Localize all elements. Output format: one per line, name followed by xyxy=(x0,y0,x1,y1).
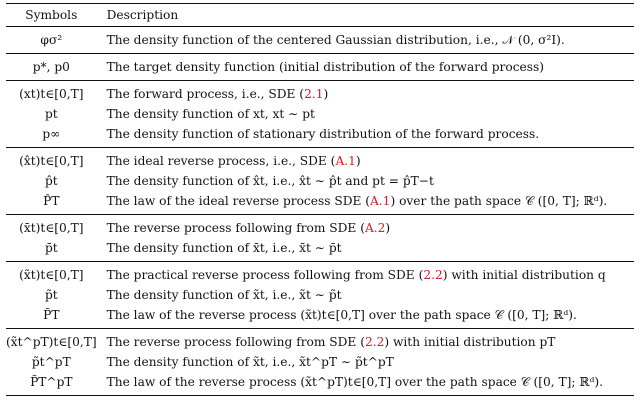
symbol-cell: p̃t xyxy=(44,288,58,302)
description-cell: The density function of x̄t, i.e., x̄t ∼ p̄t xyxy=(106,241,342,255)
symbol-cell: (x̃t)t∈[0,T] xyxy=(19,268,84,282)
table-row xyxy=(6,191,634,215)
table-row xyxy=(6,81,634,105)
equation-ref-link[interactable]: A.2 xyxy=(364,221,386,235)
symbol-cell: φσ² xyxy=(40,33,63,47)
table-row xyxy=(6,148,634,172)
desc-text: ) xyxy=(355,154,361,168)
desc-text: The law of the ideal reverse process SDE ( xyxy=(106,194,370,208)
table-row xyxy=(6,104,634,124)
header-symbols: Symbols xyxy=(25,8,78,22)
description-cell xyxy=(97,329,634,353)
symbol-cell: p̂t xyxy=(44,174,58,188)
table-body xyxy=(6,27,634,396)
desc-text: ) with initial distribution pT xyxy=(384,335,556,349)
equation-ref-link[interactable]: A.1 xyxy=(370,194,391,208)
desc-text: The reverse process following from SDE ( xyxy=(106,335,365,349)
description-cell xyxy=(97,81,634,105)
table-row xyxy=(6,372,634,396)
desc-text: ) with initial distribution q xyxy=(442,268,606,282)
symbol-cell: (x̂t)t∈[0,T] xyxy=(19,154,84,168)
description-cell: The density function of xt, xt ∼ pt xyxy=(106,107,315,121)
symbol-cell: (xt)t∈[0,T] xyxy=(19,87,84,101)
notation-table xyxy=(6,3,634,396)
description-cell: The density function of x̂t, i.e., x̂t ∼ p̂t and pt = p̂T−t xyxy=(106,174,434,188)
description-cell: The density function of x̃t, i.e., x̃t ∼ p̃t xyxy=(106,288,342,302)
equation-ref-link[interactable]: A.1 xyxy=(335,154,356,168)
table-row xyxy=(6,352,634,372)
symbol-cell: (x̄t)t∈[0,T] xyxy=(19,221,84,235)
symbol-cell: P̃T^pT xyxy=(30,375,73,389)
desc-text: ) xyxy=(323,87,329,101)
desc-text: The practical reverse process following from SDE ( xyxy=(106,268,424,282)
table-row xyxy=(6,27,634,54)
symbol-cell: pt xyxy=(44,107,58,121)
desc-text: The forward process, i.e., SDE ( xyxy=(106,87,305,101)
table-row xyxy=(6,262,634,286)
table-row xyxy=(6,124,634,148)
symbol-cell: p̄t xyxy=(44,241,58,255)
description-cell xyxy=(97,148,634,172)
description-cell xyxy=(97,262,634,286)
symbol-cell: p*, p0 xyxy=(32,60,70,74)
desc-text: The reverse process following from SDE ( xyxy=(106,221,365,235)
description-cell: The density function of the centered Gaussian distribution, i.e., 𝒩 (0, σ²I). xyxy=(106,33,565,47)
table-row xyxy=(6,329,634,353)
description-cell: The density function of stationary distribution of the forward process. xyxy=(106,127,540,141)
equation-ref-link[interactable]: 2.1 xyxy=(304,87,324,101)
table-row xyxy=(6,215,634,239)
table-row xyxy=(6,285,634,305)
description-cell xyxy=(97,215,634,239)
description-cell: The density function of x̃t, i.e., x̃t^pT ∼ p̃t^pT xyxy=(106,355,394,369)
desc-text: ) xyxy=(385,221,391,235)
table-header xyxy=(6,4,634,27)
table-row xyxy=(6,305,634,329)
desc-text: ) over the path space 𝒞 ([0, T]; ℝᵈ). xyxy=(390,194,608,208)
description-cell: The target density function (initial distribution of the forward process) xyxy=(106,60,545,74)
desc-text: The ideal reverse process, i.e., SDE ( xyxy=(106,154,336,168)
table-row xyxy=(6,238,634,262)
table-row xyxy=(6,54,634,81)
symbol-cell: P̂T xyxy=(43,194,60,208)
equation-ref-link[interactable]: 2.2 xyxy=(364,335,385,349)
description-cell xyxy=(97,191,634,215)
symbol-cell: P̃T xyxy=(43,308,60,322)
header-description: Description xyxy=(106,8,179,22)
description-cell: The law of the reverse process (x̃t)t∈[0,T] over the path space 𝒞 ([0, T]; ℝᵈ). xyxy=(106,308,577,322)
symbol-cell: p̃t^pT xyxy=(31,355,71,369)
description-cell: The law of the reverse process (x̃t^pT)t∈[0,T] over the path space 𝒞 ([0, T]; ℝᵈ). xyxy=(106,375,604,389)
symbol-cell: p∞ xyxy=(42,127,61,141)
table-row xyxy=(6,171,634,191)
symbol-cell: (x̃t^pT)t∈[0,T] xyxy=(6,335,97,349)
equation-ref-link[interactable]: 2.2 xyxy=(423,268,443,282)
